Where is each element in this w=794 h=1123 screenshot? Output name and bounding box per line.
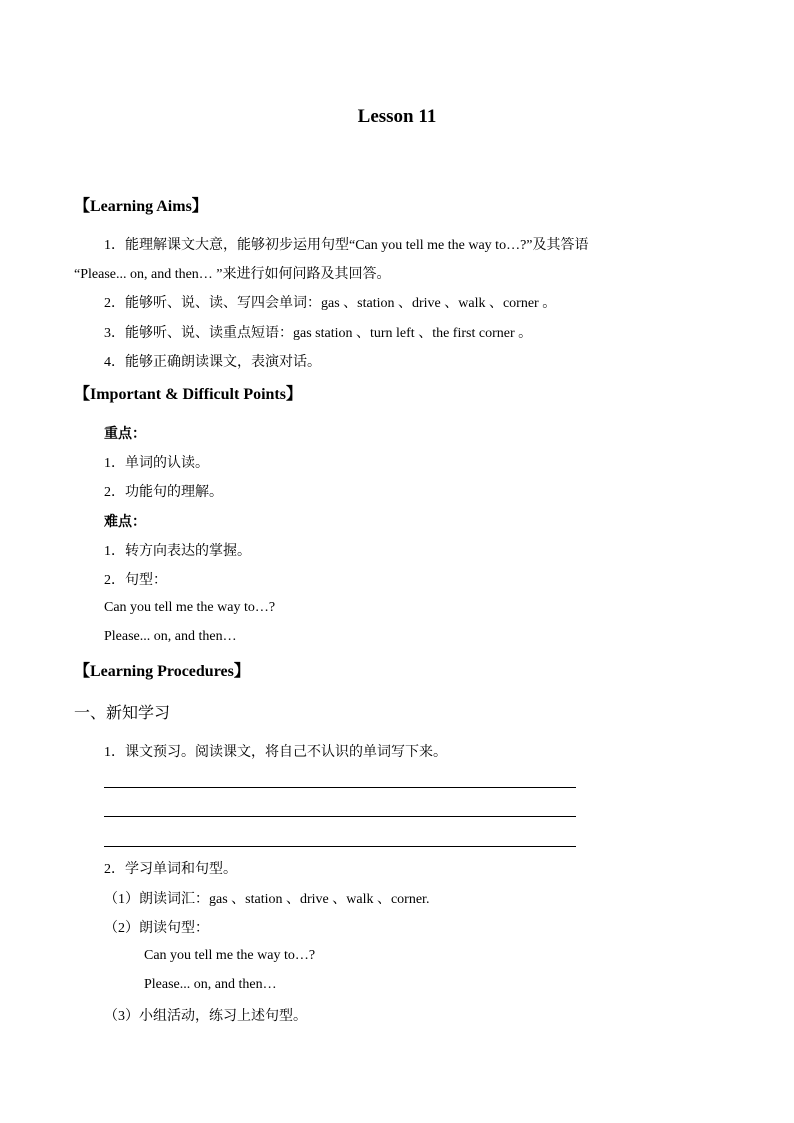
difficult-points-label: 难点： [104, 515, 146, 530]
difficult-point-1: 1．转方向表达的掌握。 [104, 544, 251, 559]
key-point-2: 2．功能句的理解。 [104, 485, 223, 500]
key-points-label: 重点： [104, 427, 146, 442]
sub-step-2-sentence-1: Can you tell me the way to…? [144, 948, 316, 963]
blank-line [104, 787, 576, 788]
pattern-sentence-1: Can you tell me the way to…? [104, 600, 276, 615]
section-new-knowledge: 一、新知学习 [74, 705, 171, 722]
pattern-sentence-2: Please... on, and then… [104, 629, 237, 644]
aim-item-3: 3．能够听、说、读重点短语：gas station 、turn left 、the first corner 。 [104, 326, 533, 341]
aim-item-1-cont: “Please... on, and then… ”来进行如何问路及其回答。 [74, 267, 391, 282]
aim-item-1: 1．能理解课文大意，能够初步运用句型“Can you tell me the way to…?”及其答语 [104, 238, 589, 253]
step-1: 1．课文预习。阅读课文，将自己不认识的单词写下来。 [104, 745, 447, 760]
difficult-point-2: 2．句型： [104, 573, 167, 588]
sub-step-2-sentence-2: Please... on, and then… [144, 977, 277, 992]
sub-step-2: （2）朗读句型： [104, 921, 209, 936]
step-2: 2．学习单词和句型。 [104, 862, 237, 877]
aim-item-2: 2．能够听、说、读、写四会单词：gas 、station 、drive 、walk 、corner 。 [104, 296, 557, 311]
aim-item-4: 4．能够正确朗读课文，表演对话。 [104, 355, 321, 370]
key-point-1: 1．单词的认读。 [104, 456, 209, 471]
learning-aims-heading: 【Learning Aims】 [74, 198, 208, 215]
procedures-heading: 【Learning Procedures】 [74, 663, 250, 680]
sub-step-1: （1）朗读词汇：gas 、station 、drive 、walk 、corner. [104, 892, 430, 907]
blank-line [104, 816, 576, 817]
blank-line [104, 846, 576, 847]
points-heading: 【Important & Difficult Points】 [74, 386, 302, 403]
page-title: Lesson 11 [357, 106, 437, 127]
sub-step-3: （3）小组活动，练习上述句型。 [104, 1009, 307, 1024]
